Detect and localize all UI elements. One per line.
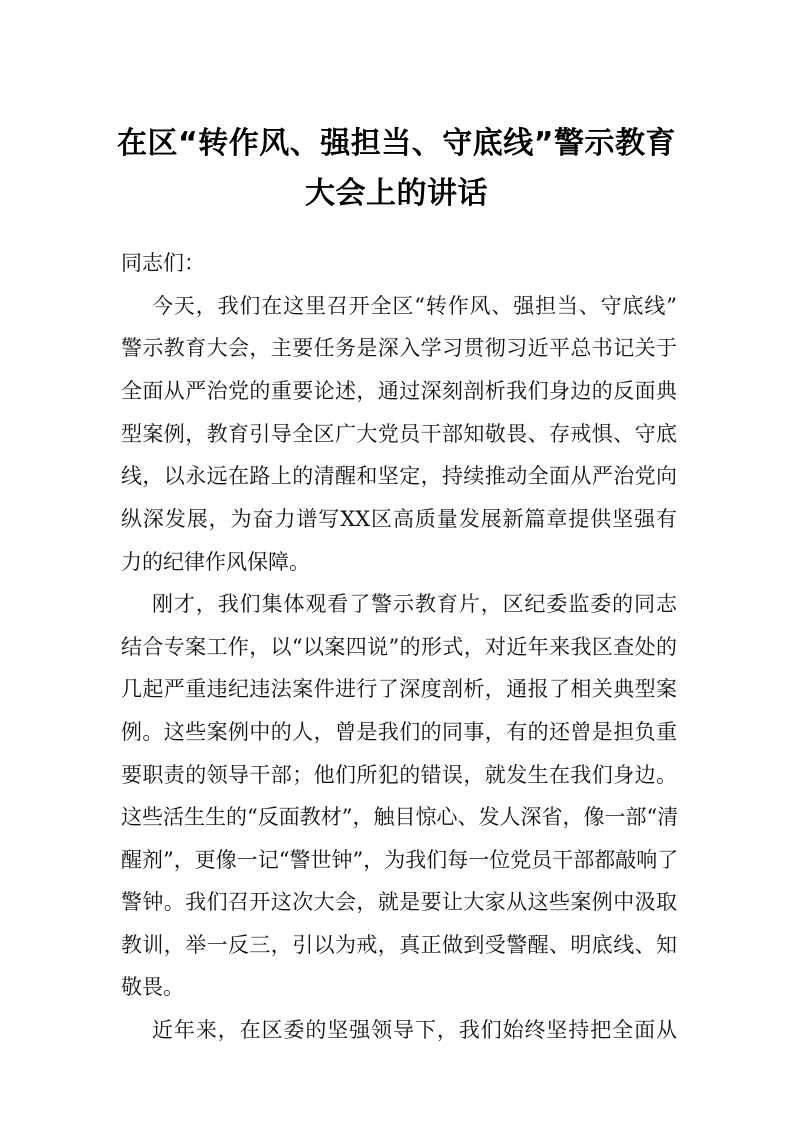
paragraph-2-line-5: 要职责的领导干部；他们所犯的错误，就发生在我们身边。 (121, 763, 677, 787)
paragraph-1-line-7: 力的纪律作风保障。 (121, 550, 310, 574)
paragraph-2-line-4: 例。这些案例中的人，曾是我们的同事，有的还曾是担负重 (121, 720, 677, 744)
paragraph-2-line-3: 几起严重违纪违法案件进行了深度剖析，通报了相关典型案 (121, 677, 677, 701)
paragraph-1-line-2: 警示教育大会，主要任务是深入学习贯彻习近平总书记关于 (121, 336, 677, 360)
paragraph-2-line-8: 警钟。我们召开这次大会，就是要让大家从这些案例中汲取 (121, 890, 677, 914)
paragraph-2-line-7: 醒剂”，更像一记“警世钟”，为我们每一位党员干部都敲响了 (121, 848, 679, 872)
paragraph-1-line-4: 型案例，教育引导全区广大党员干部知敬畏、存戒惧、守底 (121, 422, 677, 446)
paragraph-1-line-3: 全面从严治党的重要论述，通过深刻剖析我们身边的反面典 (121, 379, 677, 403)
paragraph-1-line-6: 纵深发展，为奋力谱写XX区高质量发展新篇章提供坚强有 (121, 507, 677, 531)
paragraph-2-line-9: 教训，举一反三，引以为戒，真正做到受警醒、明底线、知 (121, 933, 677, 957)
paragraph-2-line-1: 刚才，我们集体观看了警示教育片，区纪委监委的同志 (152, 592, 677, 616)
document-title-line-2: 大会上的讲话 (305, 176, 488, 211)
paragraph-2-line-2: 结合专案工作，以“以案四说”的形式，对近年来我区查处的 (121, 635, 677, 659)
paragraph-3-line-1: 近年来，在区委的坚强领导下，我们始终坚持把全面从 (152, 1018, 677, 1042)
paragraph-2-line-6: 这些活生生的“反面教材”，触目惊心、发人深省，像一部“清 (121, 805, 679, 829)
paragraph-1-line-1: 今天，我们在这里召开全区“转作风、强担当、守底线” (152, 294, 677, 318)
document-title-line-1: 在区“转作风、强担当、守底线”警示教育 (117, 126, 676, 161)
paragraph-2-line-10: 敬畏。 (121, 975, 184, 999)
salutation: 同志们： (121, 251, 205, 275)
paragraph-1-line-5: 线，以永远在路上的清醒和坚定，持续推动全面从严治党向 (121, 464, 677, 488)
